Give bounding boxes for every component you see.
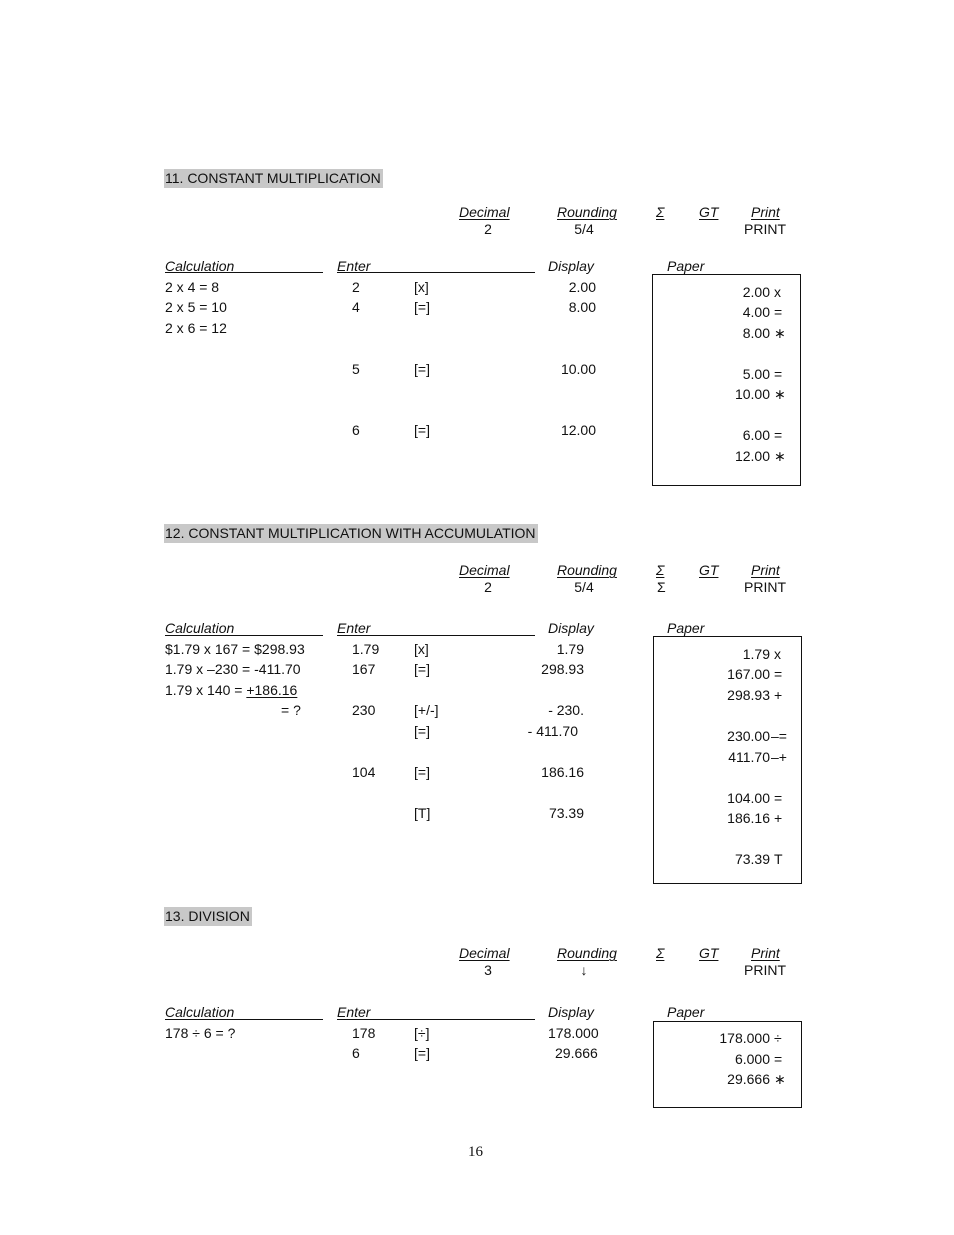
enter-key: [=]	[414, 299, 430, 315]
column-enter: Enter	[337, 1004, 371, 1020]
paper-symbol: +	[774, 687, 783, 703]
print-label: Print	[751, 945, 780, 961]
display-value: 73.39	[548, 805, 584, 821]
enter-key: [=]	[414, 764, 430, 780]
paper-value: 104.00	[727, 790, 770, 806]
display-value: 12.00	[560, 422, 596, 438]
calculation-line: = ?	[281, 702, 301, 718]
display-value: 1.79	[556, 641, 584, 657]
calculation-line: 1.79 x –230 = -411.70	[165, 661, 301, 677]
rounding-label: Rounding	[557, 562, 617, 578]
rounding-label: Rounding	[557, 945, 617, 961]
gt-label: GT	[699, 562, 719, 578]
calculation-line: 2 x 5 = 10	[165, 299, 227, 315]
column-enter: Enter	[337, 620, 371, 636]
paper-symbol: ∗	[774, 325, 786, 341]
paper-line	[690, 851, 794, 868]
paper-value: 186.16	[727, 810, 770, 826]
calculation-text: 1.79 x 140 =	[165, 682, 247, 698]
section-title: 11. CONSTANT MULTIPLICATION	[165, 170, 381, 186]
paper-line	[690, 304, 794, 321]
paper-symbol: ∗	[774, 386, 786, 402]
paper-line	[690, 366, 794, 383]
enter-key: [÷]	[414, 1025, 430, 1041]
enter-key: [+/-]	[414, 702, 439, 718]
enter-value: 1.79	[352, 641, 380, 657]
column-calculation: Calculation	[165, 258, 235, 274]
column-paper: Paper	[667, 1004, 705, 1020]
enter-value: 4	[352, 299, 360, 315]
paper-symbol: =	[774, 366, 783, 382]
column-enter: Enter	[337, 258, 371, 274]
paper-symbol: ÷	[774, 1030, 782, 1046]
paper-value: 73.39	[734, 851, 770, 867]
paper-line	[690, 448, 794, 465]
paper-symbol: =	[774, 1051, 783, 1067]
decimal-value: 2	[484, 221, 492, 237]
display-value: - 411.70	[527, 723, 578, 739]
paper-symbol: =	[774, 304, 783, 320]
paper-line	[690, 646, 794, 663]
divider	[337, 272, 535, 273]
sigma-label: Σ	[656, 204, 665, 220]
enter-key: [=]	[414, 422, 430, 438]
gt-label: GT	[699, 204, 719, 220]
calculation-line: 178 ÷ 6 = ?	[165, 1025, 236, 1041]
enter-key: [x]	[414, 641, 429, 657]
paper-line	[690, 325, 794, 342]
paper-line	[690, 284, 794, 301]
section-title: 12. CONSTANT MULTIPLICATION WITH ACCUMULATION	[165, 525, 536, 541]
enter-value: 178	[352, 1025, 376, 1041]
sigma-value: Σ	[657, 579, 666, 595]
paper-symbol: =	[774, 427, 783, 443]
print-value: PRINT	[744, 579, 786, 595]
paper-value: 167.00	[727, 666, 770, 682]
calculation-line: $1.79 x 167 = $298.93	[165, 641, 305, 657]
paper-value: 230.00	[727, 728, 770, 744]
paper-symbol: x	[774, 646, 781, 662]
paper-value: 29.666	[727, 1071, 770, 1087]
display-value: 298.93	[541, 661, 584, 677]
column-display: Display	[548, 258, 594, 274]
divider	[337, 635, 535, 636]
print-value: PRINT	[744, 221, 786, 237]
gt-label: GT	[699, 945, 719, 961]
decimal-value: 2	[484, 579, 492, 595]
paper-symbol: ∗	[774, 448, 786, 464]
paper-symbol: –=	[771, 728, 787, 744]
paper-value: 5.00	[742, 366, 770, 382]
print-label: Print	[751, 562, 780, 578]
paper-line	[690, 1030, 794, 1047]
enter-key: [=]	[414, 1045, 430, 1061]
paper-value: 8.00	[742, 325, 770, 341]
enter-value: 104	[352, 764, 376, 780]
column-display: Display	[548, 1004, 594, 1020]
paper-line	[690, 687, 794, 704]
calculation-line: 2 x 6 = 12	[165, 320, 227, 336]
column-calculation: Calculation	[165, 1004, 235, 1020]
calculation-line: 2 x 4 = 8	[165, 279, 220, 295]
print-value: PRINT	[744, 962, 786, 978]
paper-symbol: T	[774, 851, 783, 867]
paper-line	[690, 427, 794, 444]
paper-value: 6.00	[742, 427, 770, 443]
paper-symbol: –+	[771, 749, 787, 765]
enter-value: 6	[352, 1045, 360, 1061]
paper-value: 4.00	[742, 304, 770, 320]
divider	[337, 1019, 535, 1020]
decimal-label: Decimal	[459, 562, 510, 578]
rounding-value: 5/4	[574, 579, 594, 595]
paper-value: 411.70	[728, 749, 770, 765]
paper-line	[690, 749, 794, 766]
enter-value: 230	[352, 702, 376, 718]
enter-key: [=]	[414, 661, 430, 677]
print-label: Print	[751, 204, 780, 220]
display-value: 2.00	[568, 279, 596, 295]
divider	[165, 635, 323, 636]
paper-value: 2.00	[742, 284, 770, 300]
column-calculation: Calculation	[165, 620, 235, 636]
display-value: 178.000	[548, 1025, 599, 1041]
divider	[165, 272, 323, 273]
display-value: 8.00	[568, 299, 596, 315]
calculation-line	[165, 682, 297, 699]
enter-value: 167	[352, 661, 376, 677]
paper-value: 12.00	[734, 448, 770, 464]
paper-symbol: =	[774, 790, 783, 806]
paper-value: 178.000	[719, 1030, 770, 1046]
rounding-label: Rounding	[557, 204, 617, 220]
enter-value: 5	[352, 361, 360, 377]
sigma-label: Σ	[656, 562, 665, 578]
section-title: 13. DIVISION	[165, 908, 250, 924]
decimal-label: Decimal	[459, 945, 510, 961]
calculation-underlined: +186.16	[246, 682, 298, 698]
paper-symbol: x	[774, 284, 781, 300]
display-value: 10.00	[560, 361, 596, 377]
decimal-label: Decimal	[459, 204, 510, 220]
display-value: 186.16	[541, 764, 584, 780]
column-paper: Paper	[667, 620, 705, 636]
paper-line	[690, 1051, 794, 1068]
paper-line	[690, 386, 794, 403]
paper-line	[690, 728, 794, 745]
paper-value: 298.93	[727, 687, 770, 703]
divider	[165, 1019, 323, 1020]
paper-value: 1.79	[742, 646, 770, 662]
decimal-value: 3	[484, 962, 492, 978]
rounding-value: 5/4	[574, 221, 594, 237]
rounding-value: ↓	[580, 962, 588, 978]
sigma-label: Σ	[656, 945, 665, 961]
column-paper: Paper	[667, 258, 705, 274]
enter-key: [x]	[414, 279, 429, 295]
paper-line	[690, 1071, 794, 1088]
page-number: 16	[468, 1144, 483, 1160]
column-display: Display	[548, 620, 594, 636]
paper-line	[690, 666, 794, 683]
paper-symbol: ∗	[774, 1071, 786, 1087]
paper-value: 6.000	[734, 1051, 770, 1067]
enter-value: 2	[352, 279, 360, 295]
display-value: - 230.	[548, 702, 584, 718]
paper-symbol: =	[774, 666, 783, 682]
paper-line	[690, 790, 794, 807]
display-value: 29.666	[555, 1045, 598, 1061]
enter-key: [=]	[414, 361, 430, 377]
paper-symbol: +	[774, 810, 783, 826]
enter-key: [=]	[414, 723, 430, 739]
enter-key: [T]	[414, 805, 431, 821]
enter-value: 6	[352, 422, 360, 438]
paper-line	[690, 810, 794, 827]
paper-value: 10.00	[734, 386, 770, 402]
